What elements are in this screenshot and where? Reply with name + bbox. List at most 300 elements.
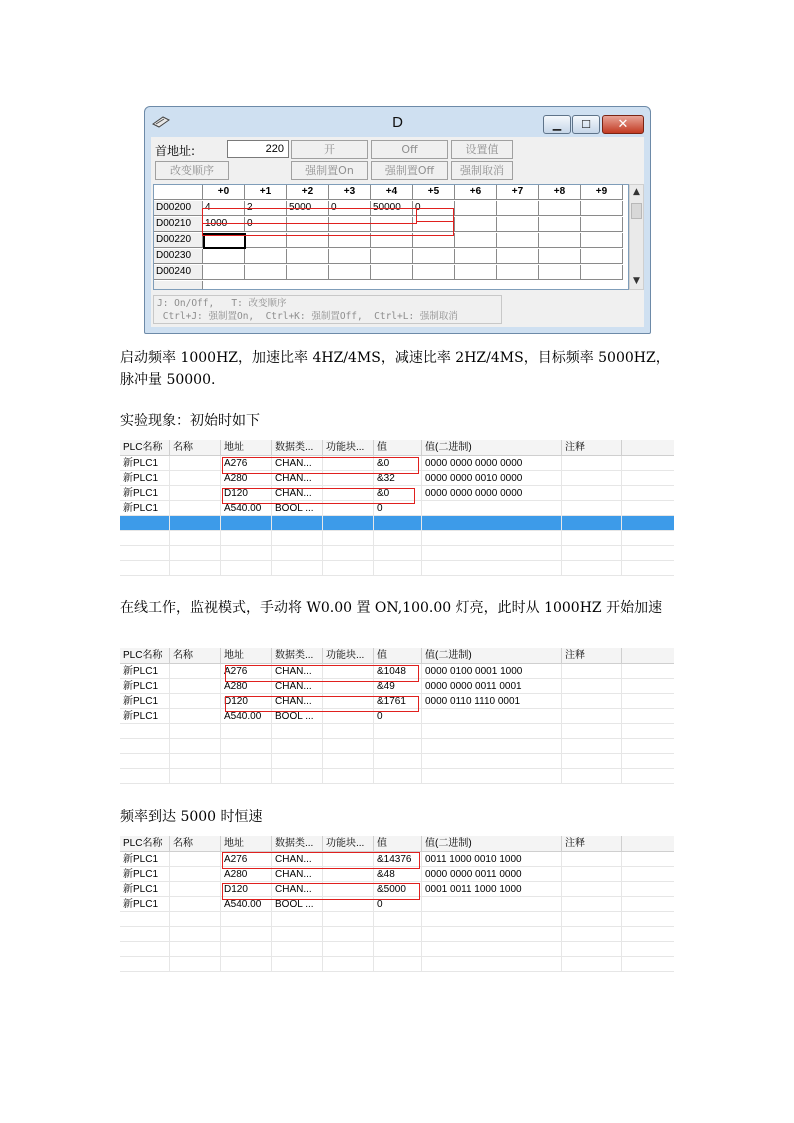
- table-cell[interactable]: [422, 957, 562, 972]
- watch-column-header[interactable]: 功能块...: [323, 836, 374, 852]
- table-cell[interactable]: [170, 471, 221, 486]
- memory-cell[interactable]: [413, 233, 455, 248]
- table-cell[interactable]: &0: [374, 486, 422, 501]
- watch-column-header[interactable]: 值(二进制): [422, 440, 562, 456]
- table-cell[interactable]: [422, 754, 562, 769]
- table-cell[interactable]: A540.00: [221, 709, 272, 724]
- table-row[interactable]: [120, 664, 674, 679]
- watch-column-header[interactable]: 名称: [170, 648, 221, 664]
- table-cell[interactable]: &1761: [374, 694, 422, 709]
- table-cell[interactable]: 0000 0000 0011 0001: [422, 679, 562, 694]
- table-cell[interactable]: [562, 957, 622, 972]
- table-cell[interactable]: [120, 942, 170, 957]
- table-cell[interactable]: [562, 769, 622, 784]
- close-button[interactable]: [602, 115, 644, 134]
- table-cell[interactable]: [562, 664, 622, 679]
- table-cell[interactable]: [221, 546, 272, 561]
- table-cell[interactable]: [170, 724, 221, 739]
- memory-cell[interactable]: [371, 233, 413, 248]
- table-cell[interactable]: BOOL ...: [272, 897, 323, 912]
- table-cell[interactable]: [170, 942, 221, 957]
- table-cell[interactable]: [221, 739, 272, 754]
- table-row[interactable]: [120, 739, 674, 754]
- memory-cell[interactable]: [203, 249, 245, 264]
- table-cell[interactable]: 0: [374, 709, 422, 724]
- table-cell[interactable]: [221, 561, 272, 576]
- table-cell[interactable]: &1048: [374, 664, 422, 679]
- watch-column-header[interactable]: 注释: [562, 836, 622, 852]
- table-cell[interactable]: [120, 739, 170, 754]
- table-cell[interactable]: [323, 456, 374, 471]
- memory-cell[interactable]: [539, 217, 581, 232]
- table-cell[interactable]: [562, 882, 622, 897]
- table-cell[interactable]: &48: [374, 867, 422, 882]
- table-cell[interactable]: [170, 456, 221, 471]
- title-bar[interactable]: [145, 107, 650, 137]
- table-cell[interactable]: 新PLC1: [120, 456, 170, 471]
- table-cell[interactable]: [221, 724, 272, 739]
- watch-column-header[interactable]: 功能块...: [323, 648, 374, 664]
- table-cell[interactable]: [170, 694, 221, 709]
- memory-cell[interactable]: [455, 249, 497, 264]
- table-cell[interactable]: [562, 709, 622, 724]
- scroll-thumb[interactable]: [631, 203, 642, 219]
- table-cell[interactable]: [323, 546, 374, 561]
- table-cell[interactable]: [272, 724, 323, 739]
- table-cell[interactable]: [120, 561, 170, 576]
- table-cell[interactable]: [170, 679, 221, 694]
- table-cell[interactable]: [170, 867, 221, 882]
- table-cell[interactable]: A276: [221, 456, 272, 471]
- table-cell[interactable]: [422, 897, 562, 912]
- table-cell[interactable]: 新PLC1: [120, 679, 170, 694]
- table-cell[interactable]: [562, 501, 622, 516]
- memory-cell[interactable]: [245, 249, 287, 264]
- table-cell[interactable]: &5000: [374, 882, 422, 897]
- memory-cell[interactable]: [539, 201, 581, 216]
- table-cell[interactable]: [170, 486, 221, 501]
- table-cell[interactable]: [323, 769, 374, 784]
- table-row[interactable]: [120, 769, 674, 784]
- table-cell[interactable]: [323, 724, 374, 739]
- table-cell[interactable]: D120: [221, 486, 272, 501]
- table-cell[interactable]: [374, 724, 422, 739]
- table-row[interactable]: [120, 546, 674, 561]
- table-cell[interactable]: [272, 912, 323, 927]
- table-cell[interactable]: [323, 679, 374, 694]
- memory-cell[interactable]: [581, 233, 623, 248]
- table-cell[interactable]: [323, 561, 374, 576]
- table-cell[interactable]: [170, 664, 221, 679]
- table-cell[interactable]: [323, 927, 374, 942]
- table-cell[interactable]: A280: [221, 867, 272, 882]
- table-cell[interactable]: [422, 724, 562, 739]
- table-cell[interactable]: 新PLC1: [120, 882, 170, 897]
- memory-cell[interactable]: 2: [245, 201, 287, 216]
- table-cell[interactable]: [120, 912, 170, 927]
- memory-cell[interactable]: 50000: [371, 201, 413, 216]
- table-cell[interactable]: [374, 546, 422, 561]
- table-cell[interactable]: A280: [221, 471, 272, 486]
- watch-column-header[interactable]: 值(二进制): [422, 648, 562, 664]
- table-cell[interactable]: 新PLC1: [120, 501, 170, 516]
- table-cell[interactable]: A540.00: [221, 897, 272, 912]
- table-row[interactable]: [120, 867, 674, 882]
- table-cell[interactable]: CHAN...: [272, 664, 323, 679]
- table-cell[interactable]: [562, 912, 622, 927]
- memory-grid[interactable]: [153, 184, 629, 290]
- memory-cell[interactable]: [581, 217, 623, 232]
- memory-cell[interactable]: [413, 249, 455, 264]
- watch-column-header[interactable]: 注释: [562, 648, 622, 664]
- table-row[interactable]: [120, 486, 674, 501]
- memory-cell[interactable]: [287, 249, 329, 264]
- table-cell[interactable]: A276: [221, 664, 272, 679]
- table-cell[interactable]: CHAN...: [272, 852, 323, 867]
- table-cell[interactable]: 0011 1000 0010 1000: [422, 852, 562, 867]
- table-cell[interactable]: [170, 882, 221, 897]
- table-cell[interactable]: [120, 957, 170, 972]
- force-cancel-button[interactable]: 强制取消: [451, 161, 513, 180]
- table-cell[interactable]: &49: [374, 679, 422, 694]
- memory-cell[interactable]: [539, 249, 581, 264]
- table-cell[interactable]: [120, 531, 170, 546]
- table-cell[interactable]: [422, 942, 562, 957]
- memory-cell[interactable]: 0: [413, 201, 455, 216]
- table-cell[interactable]: [323, 471, 374, 486]
- table-cell[interactable]: [120, 724, 170, 739]
- memory-cell[interactable]: 1000: [203, 217, 245, 232]
- memory-cell[interactable]: [245, 233, 287, 248]
- table-cell[interactable]: [562, 679, 622, 694]
- table-row[interactable]: [120, 942, 674, 957]
- table-cell[interactable]: [221, 927, 272, 942]
- table-cell[interactable]: [323, 531, 374, 546]
- watch-column-header[interactable]: 名称: [170, 836, 221, 852]
- table-cell[interactable]: [374, 531, 422, 546]
- table-cell[interactable]: [170, 927, 221, 942]
- table-cell[interactable]: 新PLC1: [120, 486, 170, 501]
- table-cell[interactable]: [323, 754, 374, 769]
- table-cell[interactable]: [374, 516, 422, 531]
- table-cell[interactable]: [272, 739, 323, 754]
- table-cell[interactable]: [272, 957, 323, 972]
- table-cell[interactable]: [374, 769, 422, 784]
- memory-cell[interactable]: [245, 265, 287, 280]
- change-order-button[interactable]: 改变顺序: [155, 161, 229, 180]
- table-cell[interactable]: [323, 694, 374, 709]
- watch-column-header[interactable]: 值: [374, 836, 422, 852]
- table-cell[interactable]: [323, 942, 374, 957]
- table-cell[interactable]: [170, 561, 221, 576]
- watch-column-header[interactable]: 功能块...: [323, 440, 374, 456]
- memory-cell[interactable]: [329, 265, 371, 280]
- table-cell[interactable]: 0000 0000 0000 0000: [422, 486, 562, 501]
- scroll-down-icon[interactable]: ▼: [633, 276, 640, 286]
- table-cell[interactable]: [323, 897, 374, 912]
- table-cell[interactable]: [562, 546, 622, 561]
- memory-cell[interactable]: [413, 265, 455, 280]
- watch-column-header[interactable]: 值: [374, 440, 422, 456]
- table-cell[interactable]: [323, 912, 374, 927]
- table-cell[interactable]: [422, 769, 562, 784]
- memory-cell[interactable]: [203, 233, 245, 248]
- table-cell[interactable]: 新PLC1: [120, 709, 170, 724]
- watch-column-header[interactable]: 数据类...: [272, 440, 323, 456]
- memory-cell[interactable]: [497, 265, 539, 280]
- table-row[interactable]: [120, 852, 674, 867]
- table-row[interactable]: [120, 694, 674, 709]
- table-cell[interactable]: [170, 912, 221, 927]
- table-cell[interactable]: A280: [221, 679, 272, 694]
- memory-cell[interactable]: [287, 233, 329, 248]
- start-address-input[interactable]: 220: [227, 140, 289, 158]
- table-cell[interactable]: [323, 516, 374, 531]
- table-cell[interactable]: 0000 0000 0010 0000: [422, 471, 562, 486]
- table-cell[interactable]: 新PLC1: [120, 867, 170, 882]
- table-cell[interactable]: [170, 957, 221, 972]
- table-cell[interactable]: [170, 516, 221, 531]
- table-cell[interactable]: [374, 957, 422, 972]
- off-button[interactable]: Off: [371, 140, 448, 159]
- memory-cell[interactable]: [287, 217, 329, 232]
- table-cell[interactable]: [422, 561, 562, 576]
- table-cell[interactable]: [374, 739, 422, 754]
- table-row[interactable]: [120, 471, 674, 486]
- memory-cell[interactable]: [581, 249, 623, 264]
- table-cell[interactable]: [562, 724, 622, 739]
- table-cell[interactable]: [170, 739, 221, 754]
- table-cell[interactable]: BOOL ...: [272, 501, 323, 516]
- table-cell[interactable]: [221, 754, 272, 769]
- table-cell[interactable]: [170, 754, 221, 769]
- memory-cell[interactable]: [497, 217, 539, 232]
- watch-column-header[interactable]: 值: [374, 648, 422, 664]
- table-cell[interactable]: [422, 927, 562, 942]
- table-cell[interactable]: [562, 927, 622, 942]
- table-cell[interactable]: 0000 0110 1110 0001: [422, 694, 562, 709]
- table-row[interactable]: [120, 724, 674, 739]
- table-cell[interactable]: [562, 694, 622, 709]
- table-cell[interactable]: &32: [374, 471, 422, 486]
- table-cell[interactable]: [374, 754, 422, 769]
- memory-cell[interactable]: 5000: [287, 201, 329, 216]
- table-cell[interactable]: [562, 561, 622, 576]
- table-cell[interactable]: [562, 471, 622, 486]
- table-row[interactable]: [120, 957, 674, 972]
- table-cell[interactable]: [170, 897, 221, 912]
- table-cell[interactable]: [374, 942, 422, 957]
- table-cell[interactable]: CHAN...: [272, 471, 323, 486]
- memory-cell[interactable]: [455, 201, 497, 216]
- table-cell[interactable]: [562, 867, 622, 882]
- memory-cell[interactable]: [497, 201, 539, 216]
- watch-column-header[interactable]: PLC名称: [120, 836, 170, 852]
- table-row[interactable]: [120, 754, 674, 769]
- table-row[interactable]: [120, 927, 674, 942]
- table-cell[interactable]: [562, 942, 622, 957]
- table-cell[interactable]: D120: [221, 694, 272, 709]
- table-cell[interactable]: [422, 912, 562, 927]
- table-cell[interactable]: [170, 709, 221, 724]
- table-cell[interactable]: [323, 739, 374, 754]
- watch-column-header[interactable]: 数据类...: [272, 648, 323, 664]
- table-cell[interactable]: [323, 882, 374, 897]
- table-cell[interactable]: [374, 912, 422, 927]
- table-row[interactable]: [120, 531, 674, 546]
- table-cell[interactable]: [562, 897, 622, 912]
- memory-cell[interactable]: 0: [329, 201, 371, 216]
- table-cell[interactable]: CHAN...: [272, 882, 323, 897]
- maximize-button[interactable]: [572, 115, 600, 134]
- table-cell[interactable]: 新PLC1: [120, 471, 170, 486]
- table-cell[interactable]: [272, 561, 323, 576]
- table-cell[interactable]: CHAN...: [272, 456, 323, 471]
- table-cell[interactable]: 0: [374, 501, 422, 516]
- table-cell[interactable]: D120: [221, 882, 272, 897]
- set-value-button[interactable]: 设置值: [451, 140, 513, 159]
- memory-cell[interactable]: [329, 217, 371, 232]
- table-cell[interactable]: [221, 769, 272, 784]
- watch-column-header[interactable]: 地址: [221, 836, 272, 852]
- table-cell[interactable]: [170, 546, 221, 561]
- table-cell[interactable]: BOOL ...: [272, 709, 323, 724]
- table-cell[interactable]: [120, 769, 170, 784]
- table-cell[interactable]: [221, 531, 272, 546]
- table-cell[interactable]: [562, 754, 622, 769]
- table-cell[interactable]: 0000 0000 0011 0000: [422, 867, 562, 882]
- memory-cell[interactable]: [581, 201, 623, 216]
- memory-cell[interactable]: 0: [245, 217, 287, 232]
- table-cell[interactable]: [374, 927, 422, 942]
- table-cell[interactable]: [221, 942, 272, 957]
- table-cell[interactable]: [120, 927, 170, 942]
- force-on-button[interactable]: 强制置On: [291, 161, 368, 180]
- memory-cell[interactable]: [413, 217, 455, 232]
- watch-column-header[interactable]: PLC名称: [120, 648, 170, 664]
- memory-cell[interactable]: [455, 265, 497, 280]
- table-cell[interactable]: [272, 754, 323, 769]
- memory-cell[interactable]: [497, 233, 539, 248]
- table-cell[interactable]: [422, 501, 562, 516]
- table-cell[interactable]: [170, 501, 221, 516]
- table-cell[interactable]: [562, 486, 622, 501]
- table-cell[interactable]: [221, 912, 272, 927]
- watch-table-constant[interactable]: [120, 836, 674, 978]
- on-button[interactable]: 开: [291, 140, 368, 159]
- memory-cell[interactable]: [455, 233, 497, 248]
- table-cell[interactable]: [272, 516, 323, 531]
- table-cell[interactable]: [170, 852, 221, 867]
- table-cell[interactable]: 新PLC1: [120, 852, 170, 867]
- table-cell[interactable]: [221, 957, 272, 972]
- table-cell[interactable]: CHAN...: [272, 694, 323, 709]
- memory-cell[interactable]: [371, 249, 413, 264]
- table-cell[interactable]: [323, 852, 374, 867]
- watch-column-header[interactable]: 数据类...: [272, 836, 323, 852]
- table-cell[interactable]: [323, 709, 374, 724]
- table-row[interactable]: [120, 561, 674, 576]
- memory-cell[interactable]: [539, 265, 581, 280]
- table-cell[interactable]: 新PLC1: [120, 664, 170, 679]
- memory-cell[interactable]: [455, 217, 497, 232]
- table-cell[interactable]: [562, 531, 622, 546]
- minimize-button[interactable]: [543, 115, 571, 134]
- memory-cell[interactable]: [287, 265, 329, 280]
- watch-column-header[interactable]: 注释: [562, 440, 622, 456]
- table-cell[interactable]: [323, 486, 374, 501]
- table-cell[interactable]: [374, 561, 422, 576]
- table-cell[interactable]: CHAN...: [272, 679, 323, 694]
- grid-scrollbar[interactable]: [629, 184, 644, 290]
- table-row[interactable]: [120, 501, 674, 516]
- table-cell[interactable]: [120, 516, 170, 531]
- table-cell[interactable]: [562, 516, 622, 531]
- table-cell[interactable]: [120, 546, 170, 561]
- table-cell[interactable]: [562, 739, 622, 754]
- table-row[interactable]: [120, 679, 674, 694]
- watch-table-initial[interactable]: [120, 440, 674, 582]
- watch-column-header[interactable]: 地址: [221, 648, 272, 664]
- table-row[interactable]: [120, 912, 674, 927]
- table-cell[interactable]: 0000 0000 0000 0000: [422, 456, 562, 471]
- table-cell[interactable]: 0: [374, 897, 422, 912]
- table-cell[interactable]: &0: [374, 456, 422, 471]
- table-cell[interactable]: [323, 867, 374, 882]
- table-cell[interactable]: [272, 942, 323, 957]
- watch-column-header[interactable]: PLC名称: [120, 440, 170, 456]
- table-cell[interactable]: [272, 546, 323, 561]
- table-cell[interactable]: [562, 456, 622, 471]
- memory-cell[interactable]: [329, 233, 371, 248]
- table-cell[interactable]: [120, 754, 170, 769]
- table-cell[interactable]: [272, 927, 323, 942]
- table-row[interactable]: [120, 882, 674, 897]
- table-cell[interactable]: CHAN...: [272, 867, 323, 882]
- table-cell[interactable]: [221, 516, 272, 531]
- memory-cell[interactable]: [539, 233, 581, 248]
- table-cell[interactable]: 0001 0011 1000 1000: [422, 882, 562, 897]
- table-cell[interactable]: [422, 531, 562, 546]
- table-cell[interactable]: CHAN...: [272, 486, 323, 501]
- watch-column-header[interactable]: 名称: [170, 440, 221, 456]
- table-row[interactable]: [120, 516, 674, 531]
- memory-cell[interactable]: [497, 249, 539, 264]
- memory-cell[interactable]: [581, 265, 623, 280]
- watch-table-accelerating[interactable]: [120, 648, 674, 790]
- table-cell[interactable]: A540.00: [221, 501, 272, 516]
- table-row[interactable]: [120, 897, 674, 912]
- table-cell[interactable]: 新PLC1: [120, 694, 170, 709]
- table-cell[interactable]: [272, 531, 323, 546]
- table-cell[interactable]: [422, 739, 562, 754]
- table-cell[interactable]: [323, 664, 374, 679]
- table-cell[interactable]: [422, 709, 562, 724]
- table-cell[interactable]: [422, 516, 562, 531]
- table-row[interactable]: [120, 709, 674, 724]
- table-cell[interactable]: [323, 501, 374, 516]
- watch-column-header[interactable]: 地址: [221, 440, 272, 456]
- table-cell[interactable]: [272, 769, 323, 784]
- table-cell[interactable]: A276: [221, 852, 272, 867]
- scroll-up-icon[interactable]: ▲: [633, 187, 640, 197]
- table-cell[interactable]: [170, 531, 221, 546]
- memory-cell[interactable]: [329, 249, 371, 264]
- table-cell[interactable]: [422, 546, 562, 561]
- force-off-button[interactable]: 强制置Off: [371, 161, 448, 180]
- memory-cell[interactable]: [371, 217, 413, 232]
- memory-cell[interactable]: 4: [203, 201, 245, 216]
